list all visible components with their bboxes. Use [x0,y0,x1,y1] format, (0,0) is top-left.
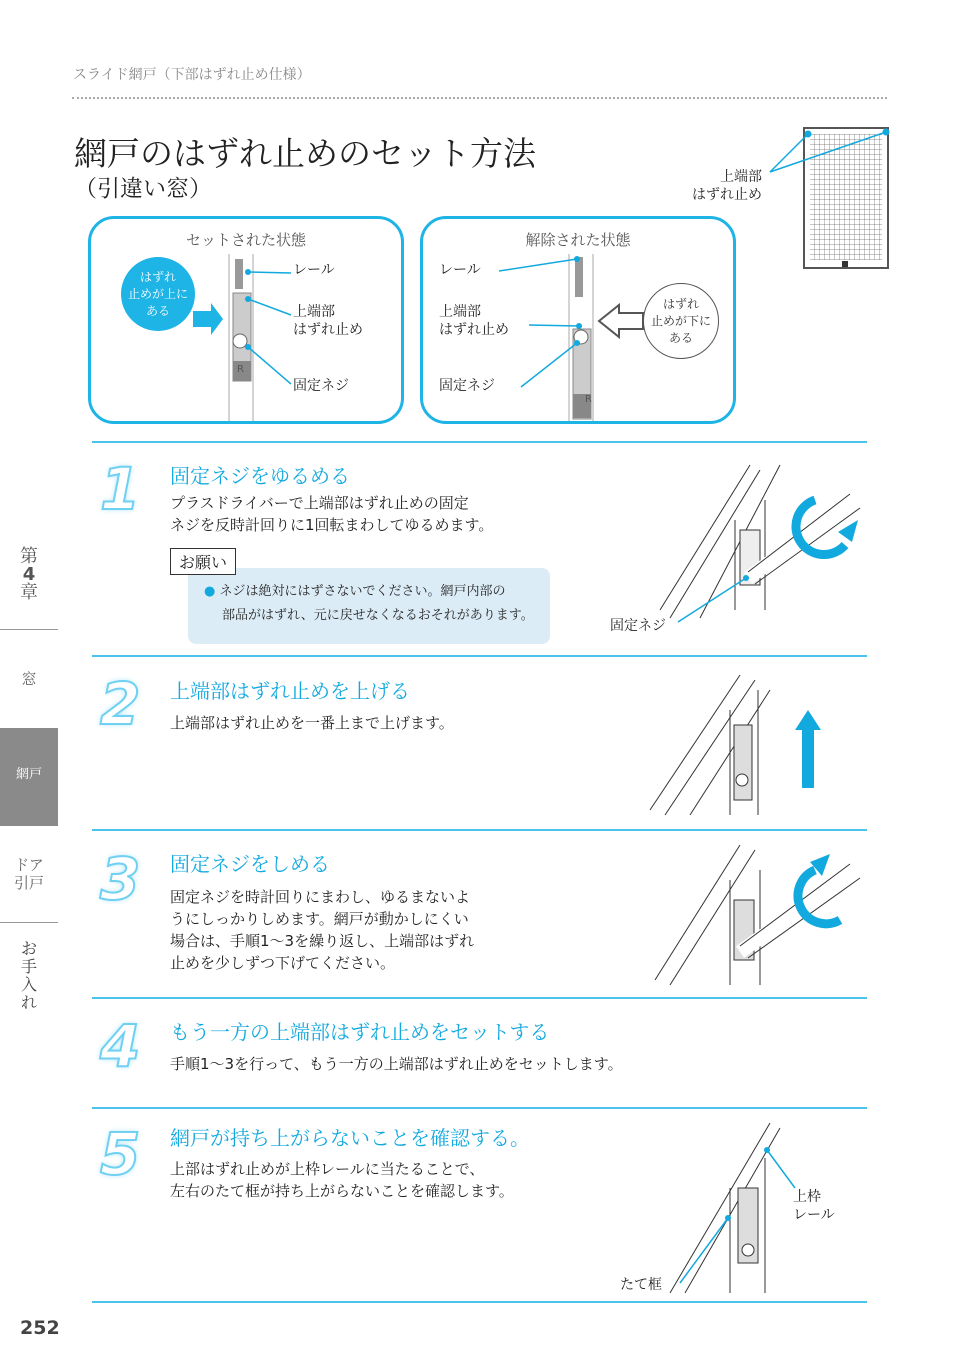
chapter-char: 第 [20,546,38,567]
side-tab-window[interactable]: 窓 [21,670,37,688]
r-mark: R [585,394,592,405]
rail-label: レール [439,262,481,278]
page-number: 252 [20,1317,60,1339]
step-body [170,1158,514,1202]
bubble-line: はずれ [139,269,176,284]
bubble-line: ある [145,303,170,318]
step-number: 4 [100,1012,141,1080]
step-title: 固定ネジをゆるめる [170,464,350,488]
step-body: 手順1〜3を行って、もう一方の上端部はずれ止めをセットします。 [170,1055,623,1073]
step2-illustration [640,670,870,820]
tab-line: お [20,939,37,958]
step1-illustration [640,460,870,630]
step-divider [92,1107,867,1109]
step-divider [92,655,867,657]
tab-line: 手 [20,957,37,976]
step-title: 固定ネジをしめる [170,852,330,876]
screw-label: 固定ネジ [439,378,495,394]
step-title: 網戸が持ち上がらないことを確認する。 [170,1126,530,1150]
tab-line: れ [20,993,37,1012]
page-title: 網戸のはずれ止めのセット方法 [74,134,536,173]
header-divider [72,97,887,100]
label-line: 上枠 [793,1189,821,1205]
bubble-line: ある [668,330,693,345]
body-line: プラスドライバーで上端部はずれ止めの固定 [170,494,469,512]
stopper-line: 上端部 [439,304,481,320]
step-title: 上端部はずれ止めを上げる [170,679,410,703]
set-state-bubble [121,257,195,331]
notice-text: ネジは絶対にはずさないでください。網戸内部の [219,584,506,599]
notice-text: 部品がはずれ、元に戻せなくなるおそれがあります。 [222,608,534,623]
side-divider [0,629,58,630]
notice-box [188,568,550,644]
step3-illustration [640,840,870,990]
r-mark: R [237,364,244,375]
notice-label: お願い [170,548,236,575]
bullet-icon: ● [204,584,216,599]
bubble-line: 止めが上に [127,286,188,301]
side-tab-care[interactable] [0,940,58,1012]
body-line: 場合は、手順1〜3を繰り返し、上端部はずれ [170,932,475,950]
body-line: 固定ネジを時計回りにまわし、ゆるまないよ [170,888,471,906]
set-state-heading: セットされた状態 [185,231,306,249]
tab-line: 引戸 [13,874,44,892]
body-line: 上部はずれ止めが上枠レールに当たることで、 [170,1160,485,1178]
side-tab-door[interactable] [0,856,58,892]
body-line: ネジを反時計回りに1回転まわしてゆるめます。 [170,516,494,534]
stopper-line: はずれ止め [439,322,509,338]
set-state-panel [88,216,404,424]
step-number: 3 [100,845,141,913]
screw-figure-label: 固定ネジ [610,618,666,634]
chapter-char: 章 [20,582,38,603]
body-line: 止めを少しずつ下げてください。 [170,954,396,972]
body-line: うにしっかりしめます。網戸が動かしにくい [170,910,469,928]
step-divider [92,829,867,831]
tab-line: 入 [20,975,37,994]
bubble-line: 止めが下に [650,313,711,328]
step-number: 1 [100,455,141,523]
rail-label: レール [293,262,335,278]
step-body [170,492,493,536]
step-divider [92,997,867,999]
stopper-label [293,303,363,339]
step-body: 上端部はずれ止めを一番上まで上げます。 [170,714,454,732]
step-body [170,886,474,974]
side-divider [0,922,58,923]
step-title: もう一方の上端部はずれ止めをセットする [170,1020,550,1044]
rail-figure-label [793,1188,835,1224]
chapter-tab [0,548,58,602]
overview-label-line1: 上端部 [720,169,762,185]
tab-line: ドア [14,856,44,874]
step-divider [92,1301,867,1303]
body-line: 左右のたて框が持ち上がらないことを確認します。 [170,1182,514,1200]
label-line: レール [793,1207,835,1223]
chapter-char: 4 [22,564,36,585]
page-subtitle: （引違い窓） [74,176,212,202]
notice-line [204,580,550,604]
step5-illustration [640,1118,870,1298]
step-divider [92,441,867,443]
release-state-heading: 解除された状態 [525,231,631,249]
screw-label: 固定ネジ [293,378,349,394]
section-header: スライド網戸（下部はずれ止め仕様） [73,67,311,83]
frame-figure-label: たて框 [620,1277,662,1293]
stopper-line: 上端部 [293,304,335,320]
step-number: 2 [100,670,141,738]
step-number: 5 [100,1120,141,1188]
release-state-bubble [643,283,719,359]
side-tab-screen[interactable]: 網戸 [0,728,58,826]
bubble-line: はずれ [662,296,699,311]
stopper-line: はずれ止め [293,322,363,338]
overview-label-line2: はずれ止め [692,187,762,203]
release-state-panel [420,216,736,424]
overview-label [692,168,762,204]
